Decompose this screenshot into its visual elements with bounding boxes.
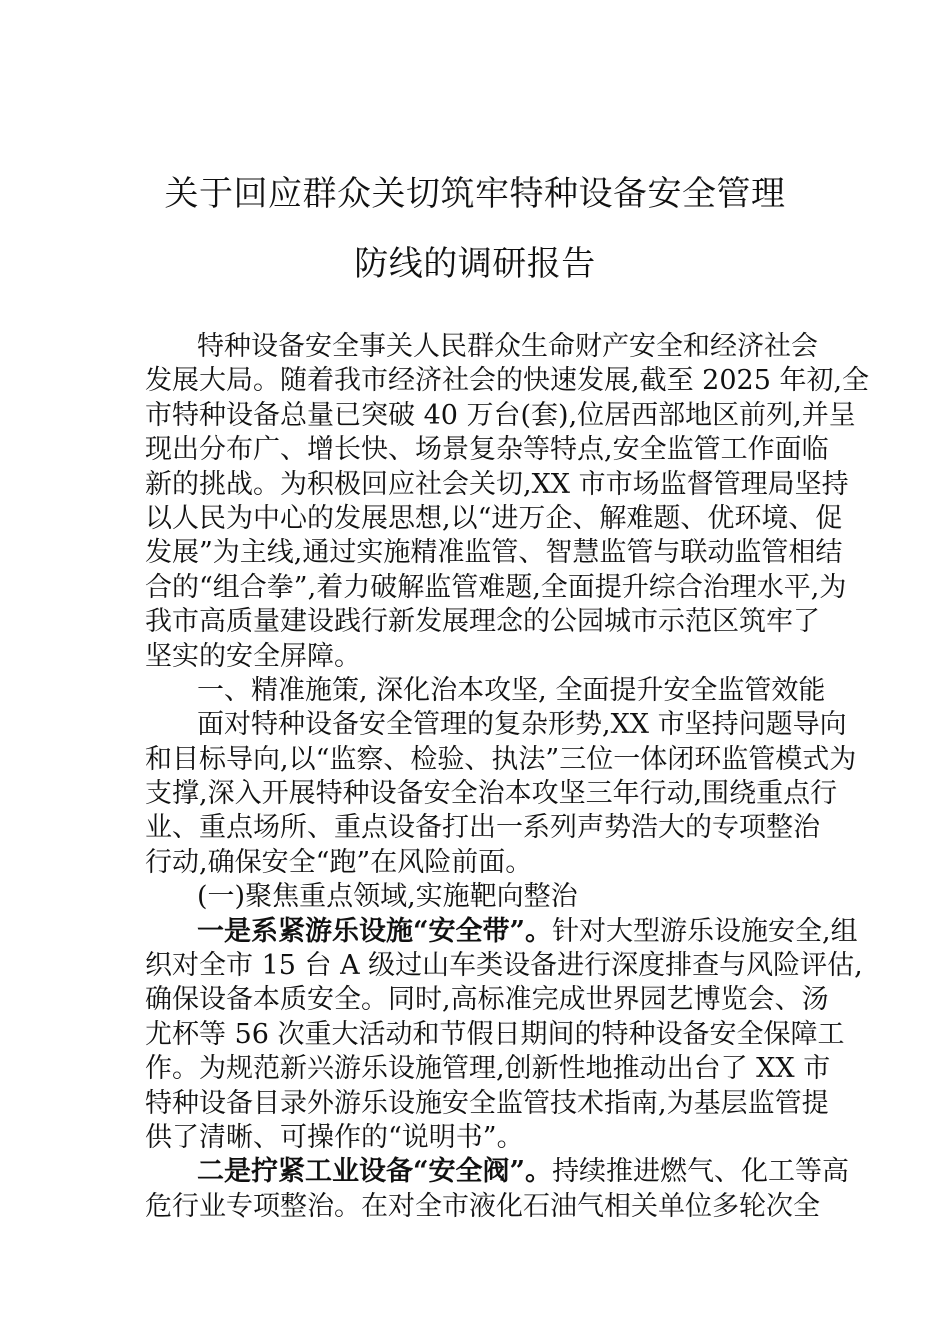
line-text: (一)聚焦重点领域,实施靶向整治 [197, 881, 578, 913]
text-line [145, 1087, 829, 1121]
paragraph [145, 330, 870, 674]
line-text: 特种设备安全事关人民群众生命财产安全和经济社会 [197, 331, 818, 362]
line-text: 以人民为中心的发展思想,以“进万企、解难题、优环境、促 [145, 502, 843, 534]
line-text: 确保设备本质安全。同时,高标准完成世界园艺博览会、汤 [145, 984, 829, 1016]
section-heading [145, 674, 826, 708]
line-text: 新的挑战。为积极回应社会关切,XX 市市场监督管理局坚持 [145, 468, 849, 500]
text-line [145, 330, 818, 364]
text-line [145, 708, 847, 742]
document-title-line-1: 关于回应群众关切筑牢特种设备安全管理 [164, 174, 786, 214]
section-heading [145, 880, 807, 914]
line-text: 尤杯等 56 次重大活动和节假日期间的特种设备安全保障工 [145, 1018, 845, 1050]
line-text: 市特种设备总量已突破 40 万台(套),位居西部地区前列,并呈 [145, 399, 856, 431]
line-text: 持续推进燃气、化工等高 [552, 1156, 850, 1188]
line-text: 业、重点场所、重点设备打出一系列声势浩大的专项整治 [145, 812, 820, 844]
text-line [145, 983, 829, 1017]
paragraph [145, 1155, 850, 1224]
line-text: 一、精准施策, 深化治本攻坚, 全面提升安全监管效能 [197, 674, 826, 706]
text-line [145, 1155, 850, 1189]
text-line [145, 536, 843, 570]
text-line [145, 743, 857, 777]
line-text: 行动,确保安全“跑”在风险前面。 [145, 846, 533, 878]
line-text: 支撑,深入开展特种设备安全治本攻坚三年行动,围绕重点行 [145, 778, 838, 810]
text-line [145, 502, 843, 536]
document-body [145, 330, 870, 1224]
text-line [145, 399, 856, 433]
line-text: 和目标导向,以“监察、检验、执法”三位一体闭环监管模式为 [145, 743, 857, 775]
line-text: 作。为规范新兴游乐设施管理,创新性地推动出台了 XX 市 [145, 1053, 831, 1085]
line-text: 发展大局。随着我市经济社会的快速发展,截至 2025 年初,全 [145, 365, 870, 397]
line-text: 面对特种设备安全管理的复杂形势,XX 市坚持问题导向 [197, 709, 847, 741]
text-line [145, 949, 863, 983]
text-line [145, 674, 826, 708]
text-line [145, 777, 838, 811]
line-text: 合的“组合拳”,着力破解监管难题,全面提升综合治理水平,为 [145, 571, 847, 603]
paragraph [145, 708, 857, 880]
text-line [145, 811, 820, 845]
line-text: 我市高质量建设践行新发展理念的公园城市示范区筑牢了 [145, 606, 820, 638]
text-line [145, 433, 829, 467]
text-line [145, 571, 847, 605]
text-line [145, 640, 807, 674]
text-line [145, 364, 870, 398]
line-text: 发展”为主线,通过实施精准监管、智慧监管与联动监管相结 [145, 537, 843, 569]
text-line [145, 605, 820, 639]
text-line [145, 915, 858, 949]
text-line [145, 1018, 845, 1052]
text-line [145, 1121, 807, 1155]
line-text: 特种设备目录外游乐设施安全监管技术指南,为基层监管提 [145, 1087, 829, 1119]
text-line [145, 1052, 831, 1086]
line-text: 供了清晰、可操作的“说明书”。 [145, 1121, 524, 1153]
bold-lead: 二是拧紧工业设备“安全阀”。 [197, 1156, 553, 1188]
line-text: 织对全市 15 台 A 级过山车类设备进行深度排查与风险评估, [145, 950, 863, 982]
text-line [145, 880, 807, 914]
bold-lead: 一是系紧游乐设施“安全带”。 [197, 915, 553, 947]
text-line [145, 468, 849, 502]
text-line [145, 846, 807, 880]
line-text: 现出分布广、增长快、场景复杂等特点,安全监管工作面临 [145, 434, 829, 466]
paragraph [145, 915, 863, 1156]
text-line [145, 1190, 820, 1224]
line-text: 针对大型游乐设施安全,组 [552, 915, 858, 947]
document-title-line-2: 防线的调研报告 [354, 244, 596, 284]
line-text: 坚实的安全屏障。 [145, 640, 361, 672]
line-text: 危行业专项整治。在对全市液化石油气相关单位多轮次全 [145, 1190, 820, 1222]
